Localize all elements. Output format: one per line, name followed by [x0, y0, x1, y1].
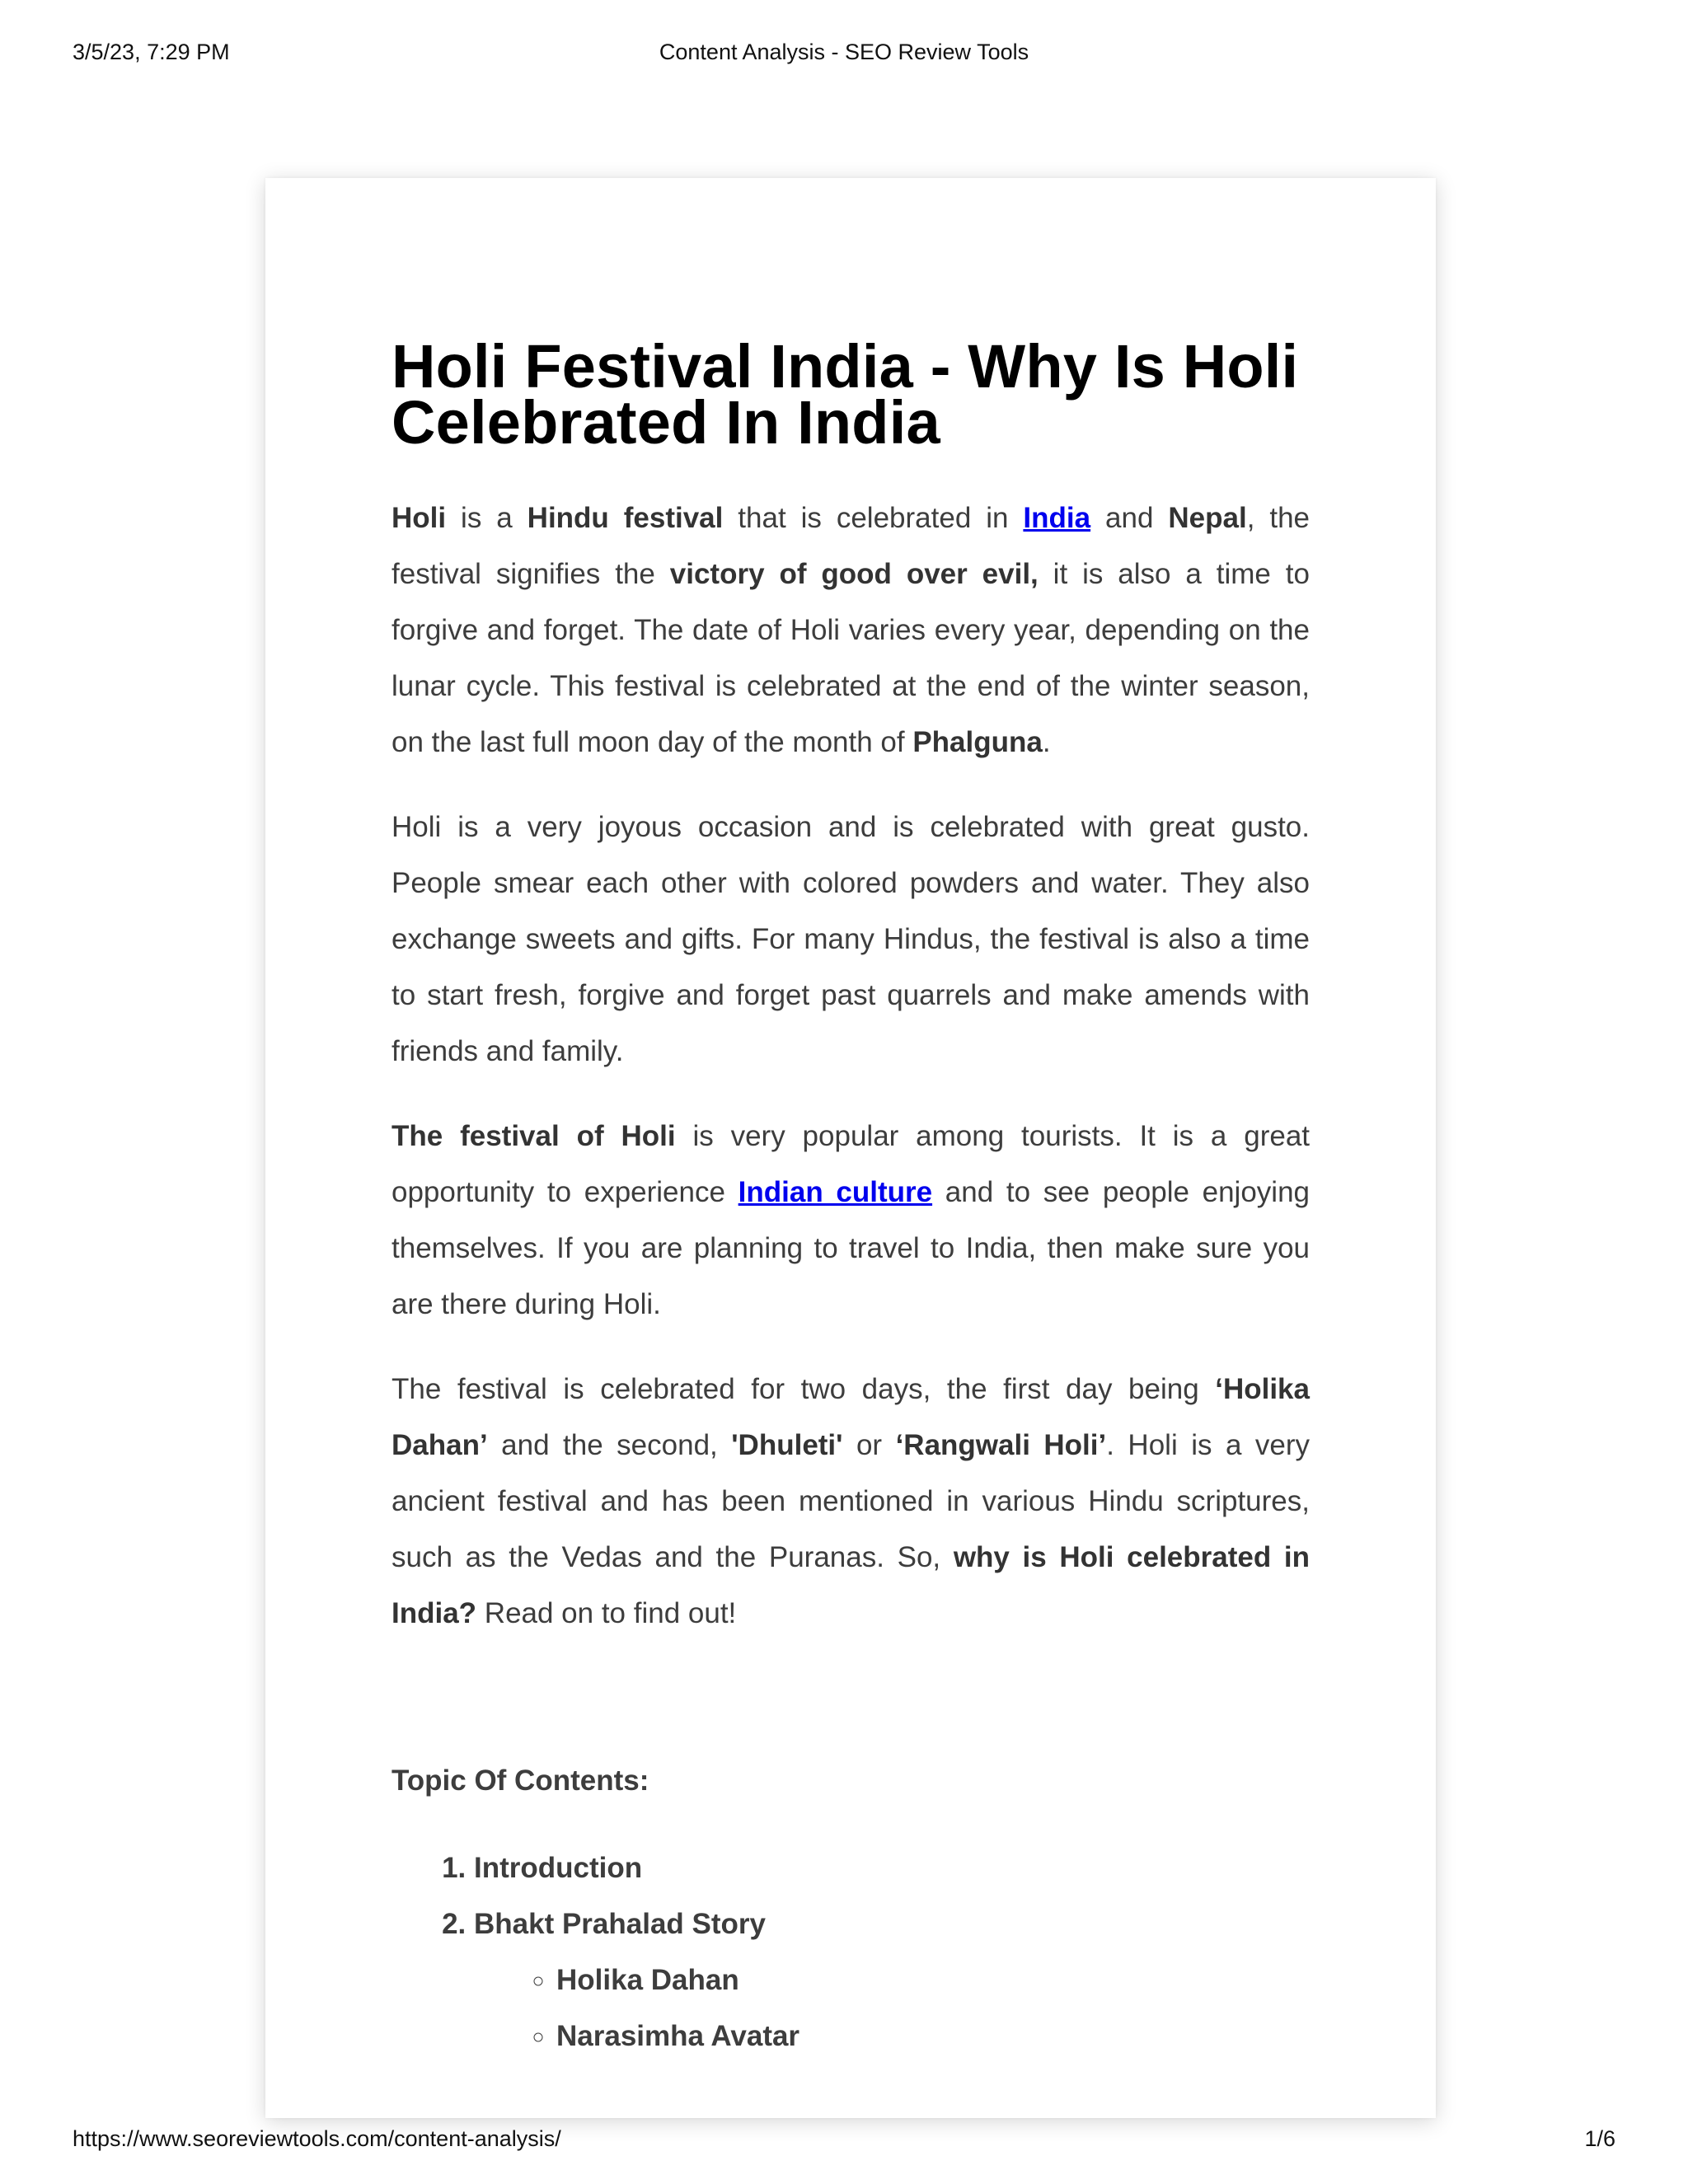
- toc-subitem[interactable]: ◦ Holika Dahan: [556, 1952, 1310, 2008]
- paragraph-tourists: The festival of Holi is very popular among tourists. It is a great opportunity to experience Indian culture and to see people enjoying themselves. If you are planning to travel to India, then make sure you are there during Holi.: [392, 1120, 1311, 1320]
- print-date: 3/5/23, 7:29 PM: [73, 40, 230, 64]
- bold-text: Holi: [392, 502, 447, 534]
- link-indian-culture[interactable]: Indian culture: [738, 1176, 933, 1208]
- bold-text: victory of good over evil,: [669, 558, 1039, 590]
- article-card: [265, 178, 1436, 2118]
- paragraph-intro: Holi is a Hindu festival that is celebrated in India and Nepal, the festival signifies the victory of good over evil, it is also a time to forgive and forget. The date of Holi varies every year, depending on the lunar cycle. This festival is celebrated at the end of the winter season, on the last full moon day of the month of Phalguna.: [392, 502, 1311, 758]
- print-url: https://www.seoreviewtools.com/content-analysis/: [73, 2126, 561, 2151]
- bold-text: why is Holi celebrated in India?: [392, 1541, 1310, 1629]
- paragraph-joyous: Holi is a very joyous occasion and is celebrated with great gusto. People smear each other with colored powders and water. They also exchange sweets and gifts. For many Hindus, the festival is also a time to start fresh, forgive and forget past quarrels and make amends with friends and family.: [392, 811, 1310, 1067]
- toc-subitem[interactable]: ◦ Narasimha Avatar: [556, 2008, 1310, 2064]
- paragraph-two-days: The festival is celebrated for two days, the first day being ‘Holika Dahan’ and the second, 'Dhuleti' or ‘Rangwali Holi’. Holi is a very ancient festival and has been mentioned in various Hindu scriptures, such as the Vedas and the Puranas. So, why is Holi celebrated in India? Read on to find out!: [392, 1373, 1310, 1629]
- link-india[interactable]: India: [1023, 502, 1091, 534]
- bold-text: ‘Rangwali Holi’: [895, 1429, 1107, 1461]
- bold-text: 'Dhuleti': [731, 1429, 843, 1461]
- toc-list: [392, 1840, 1310, 2064]
- toc-title: Topic Of Contents:: [392, 1765, 649, 1797]
- article-content: [392, 332, 1311, 2064]
- print-footer: [73, 2126, 1615, 2159]
- toc-item[interactable]: 2. Bhakt Prahalad Story ◦ Holika Dahan ◦ Narasimha Avatar: [474, 1896, 1310, 2064]
- print-page-title: Content Analysis - SEO Review Tools: [659, 40, 1029, 64]
- bold-text: Hindu festival: [527, 502, 724, 534]
- article-title: Holi Festival India - Why Is Holi Celebrated In India: [392, 332, 1299, 457]
- bold-text: Phalguna: [912, 726, 1043, 758]
- toc-sublist: [474, 1952, 1310, 2064]
- bold-text: Nepal: [1168, 502, 1247, 534]
- print-header: [73, 40, 1615, 73]
- bold-text: The festival of Holi: [392, 1120, 676, 1152]
- toc-item[interactable]: 1. Introduction: [474, 1840, 1310, 1896]
- page-number: 1/6: [1584, 2126, 1615, 2151]
- bold-text: ‘Holika Dahan’: [392, 1373, 1310, 1461]
